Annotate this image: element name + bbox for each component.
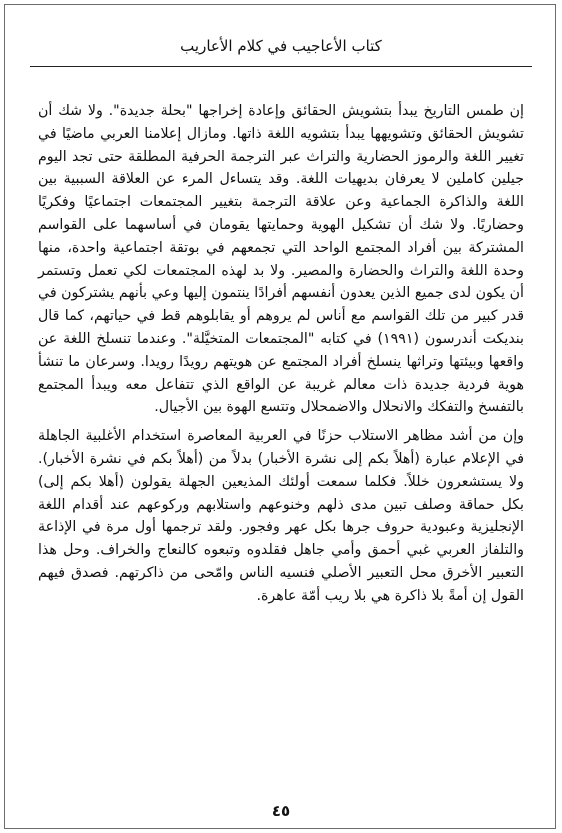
page-body	[38, 100, 524, 608]
paragraph-2: وإن من أشد مظاهر الاستلاب حزنًا في العربية المعاصرة استخدام الأغلبية الجاهلة في الإعلام عبارة (أهلاً بكم إلى نشرة الأخبار) بدلاً من (أهلاً بكم في نشرة الأخبار). ولا يستشعرون خللاً. فكلما سمعت أولئك المذيعين الجهلة يقولون (أهلا بكم إلى) بكل حماقة وصلف تبين مدى ذلهم وخنوعهم واستلابهم وركوعهم عند أقدام اللغة الإنجليزية وعبودية حروف جرها بكل عهر وفجور. ولقد ترجمها أول مرة في الإذاعة والتلفاز العربي غبي أحمق وأمي جاهل فقلدوه وتبعوه كالنعاج والخراف. وحل هذا التعبير الأخرق محل التعبير الأصلي فنسيه الناس وامّحى من ذاكرتهم. فصدق فيهم القول إن أمةً بلا ذاكرة هي بلا ريب أمّة عاهرة.	[38, 428, 524, 604]
header-divider	[30, 66, 532, 67]
page-number: ٤٥	[271, 802, 291, 820]
paragraph-1: إن طمس التاريخ يبدأ بتشويش الحقائق وإعادة إخراجها "بحلة جديدة". ولا شك أن تشويش الحقائق وتشويهها يبدأ بتشويه اللغة ذاتها. ومازال إعلامنا العربي ماضيًا في تغيير اللغة والرموز الحضارية والتراث عبر الترجمة الحرفية المطلقة حتى تجد اليوم جيلين كاملين لا يعرفان بديهيات اللغة. وقد يتساءل المرء عن العلاقة السببية بين اللغة والذاكرة الجماعية وعن علاقة الترجمة بتغيير المجتمعات اجتماعيًا وفكريًا وحضاريًا. ولا شك أن تشكيل الهوية وحمايتها يقومان في أساسهما على القواسم المشتركة بين أفراد المجتمع الواحد التي تجمعهم في بوتقة اجتماعية واحدة، منها وحدة اللغة والتراث والحضارة والمصير. ولا بد لهذه المجتمعات لكي تعمل وتستمر أن يكون لدى جميع الذين يعدون أنفسهم أفرادًا ينتمون إليها وعي بأنهم يشتركون في قدر كبير من تلك القواسم مع أناس لم يروهم أو يقابلوهم قط في حياتهم، كما قال بنديكت أندرسون (١٩٩١) في كتابه "المجتمعات المتخيَّلة". وعندما تنسلخ اللغة عن واقعها وبيئتها وتراثها ينسلخ أفراد المجتمع عن هويتهم رويدًا رويدا. وسرعان ما تنشأ هوية فردية جديدة ذات معالم غريبة عن الواقع الذي تتفاعل معه ويبدأ المجتمع بالتفسخ والتفكك والانحلال والاضمحلال وتتسع الهوة بين الأجيال.	[38, 103, 524, 416]
running-header	[30, 35, 532, 57]
book-title: كتاب الأعاجيب في كلام الأعاريب	[180, 37, 382, 55]
